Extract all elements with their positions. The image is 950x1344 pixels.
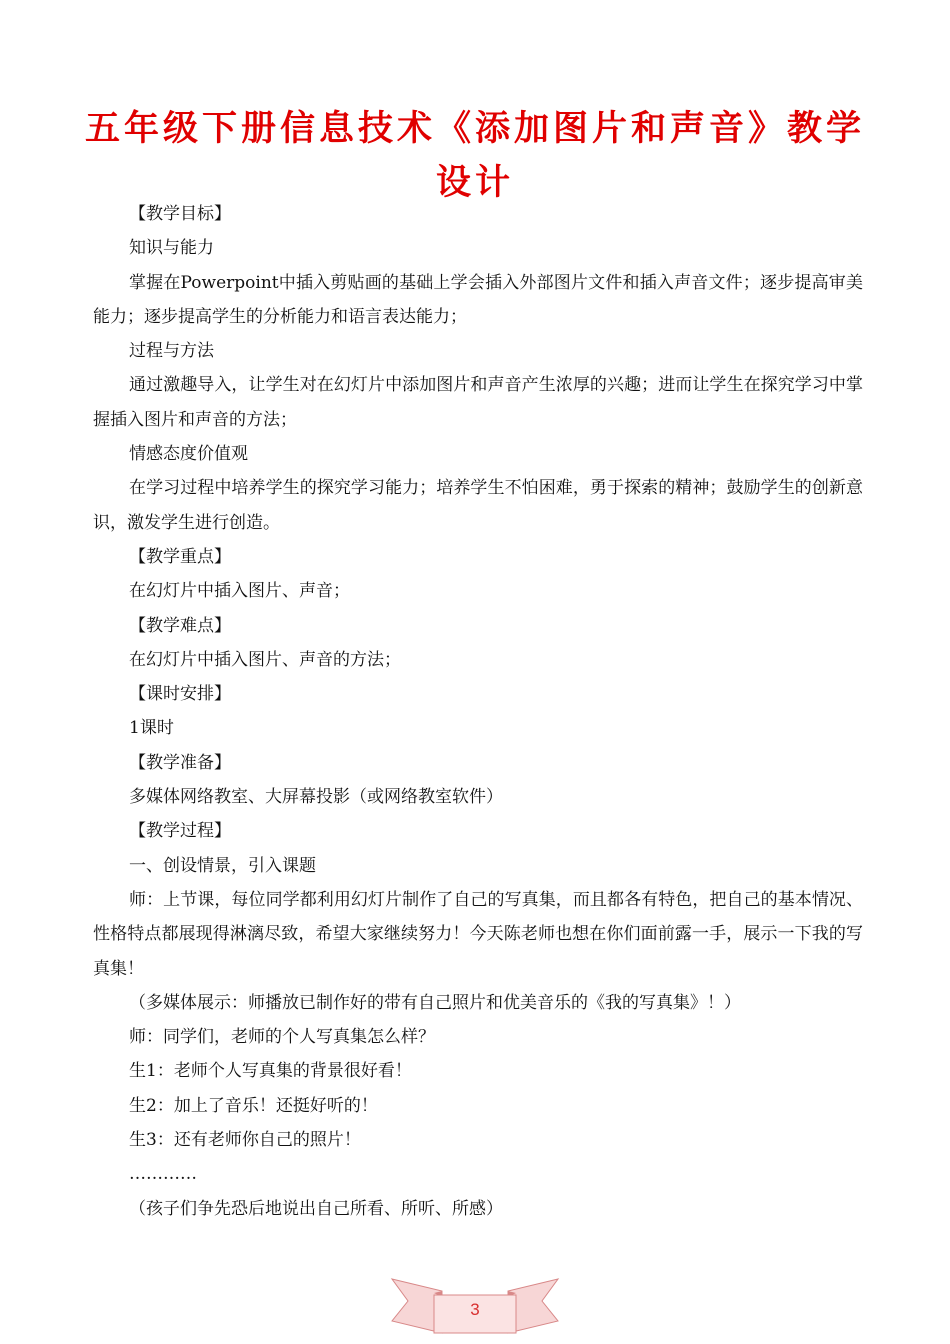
page-number-badge [390,1271,560,1339]
paragraph-difficulties: 在幻灯片中插入图片、声音的方法； [129,649,401,670]
heading-difficulties: 【教学难点】 [129,615,231,636]
paragraph-teacher-question: 师：同学们，老师的个人写真集怎么样？ [129,1027,435,1048]
page-number: 3 [470,1300,480,1319]
document-title: 五年级下册信息技术《添加图片和声音》教学设计 [84,109,865,203]
paragraph-teacher-intro: 师：上节课，每位同学都利用幻灯片制作了自己的写真集，而且都各有特色，把自己的基本情况、性格特点都展现得淋漓尽致，希望大家继续努力！今天陈老师也想在你们面前露一手，展示一下我的写真集！ [93,889,863,979]
section-one-title: 一、创设情景，引入课题 [129,855,316,876]
paragraph-multimedia-note: （多媒体展示：师播放已制作好的带有自己照片和优美音乐的《我的写真集》！） [129,992,741,1013]
paragraph-student-2: 生2：加上了音乐！还挺好听的！ [129,1095,378,1116]
heading-key-points: 【教学重点】 [129,546,231,567]
paragraph-key-points: 在幻灯片中插入图片、声音； [129,581,350,602]
paragraph-student-3: 生3：还有老师你自己的照片！ [129,1130,361,1151]
paragraph-process-method: 通过激趣导入，让学生对在幻灯片中添加图片和声音产生浓厚的兴趣；进而让学生在探究学习中掌握插入图片和声音的方法； [93,375,863,430]
paragraph-preparation: 多媒体网络教室、大屏幕投影（或网络教室软件） [129,787,503,808]
heading-process: 【教学过程】 [129,821,231,842]
paragraph-emotion-values: 在学习过程中培养学生的探究学习能力；培养学生不怕困难，勇于探索的精神；鼓励学生的创新意识，激发学生进行创造。 [93,478,863,533]
paragraph-student-1: 生1：老师个人写真集的背景很好看！ [129,1061,412,1082]
heading-schedule: 【课时安排】 [129,684,231,705]
document-body [93,197,863,1226]
paragraph-children-note: （孩子们争先恐后地说出自己所看、所听、所感） [129,1198,503,1219]
paragraph-schedule: 1课时 [129,718,174,739]
heading-preparation: 【教学准备】 [129,752,231,773]
subheading-emotion-values: 情感态度价值观 [129,444,248,465]
subheading-knowledge-ability: 知识与能力 [129,238,214,259]
paragraph-knowledge-ability: 掌握在Powerpoint中插入剪贴画的基础上学会插入外部图片文件和插入声音文件；逐步提高审美能力；逐步提高学生的分析能力和语言表达能力； [93,272,863,327]
subheading-process-method: 过程与方法 [129,341,214,362]
paragraph-ellipsis: ………… [129,1164,197,1185]
heading-teaching-goals: 【教学目标】 [129,204,231,224]
